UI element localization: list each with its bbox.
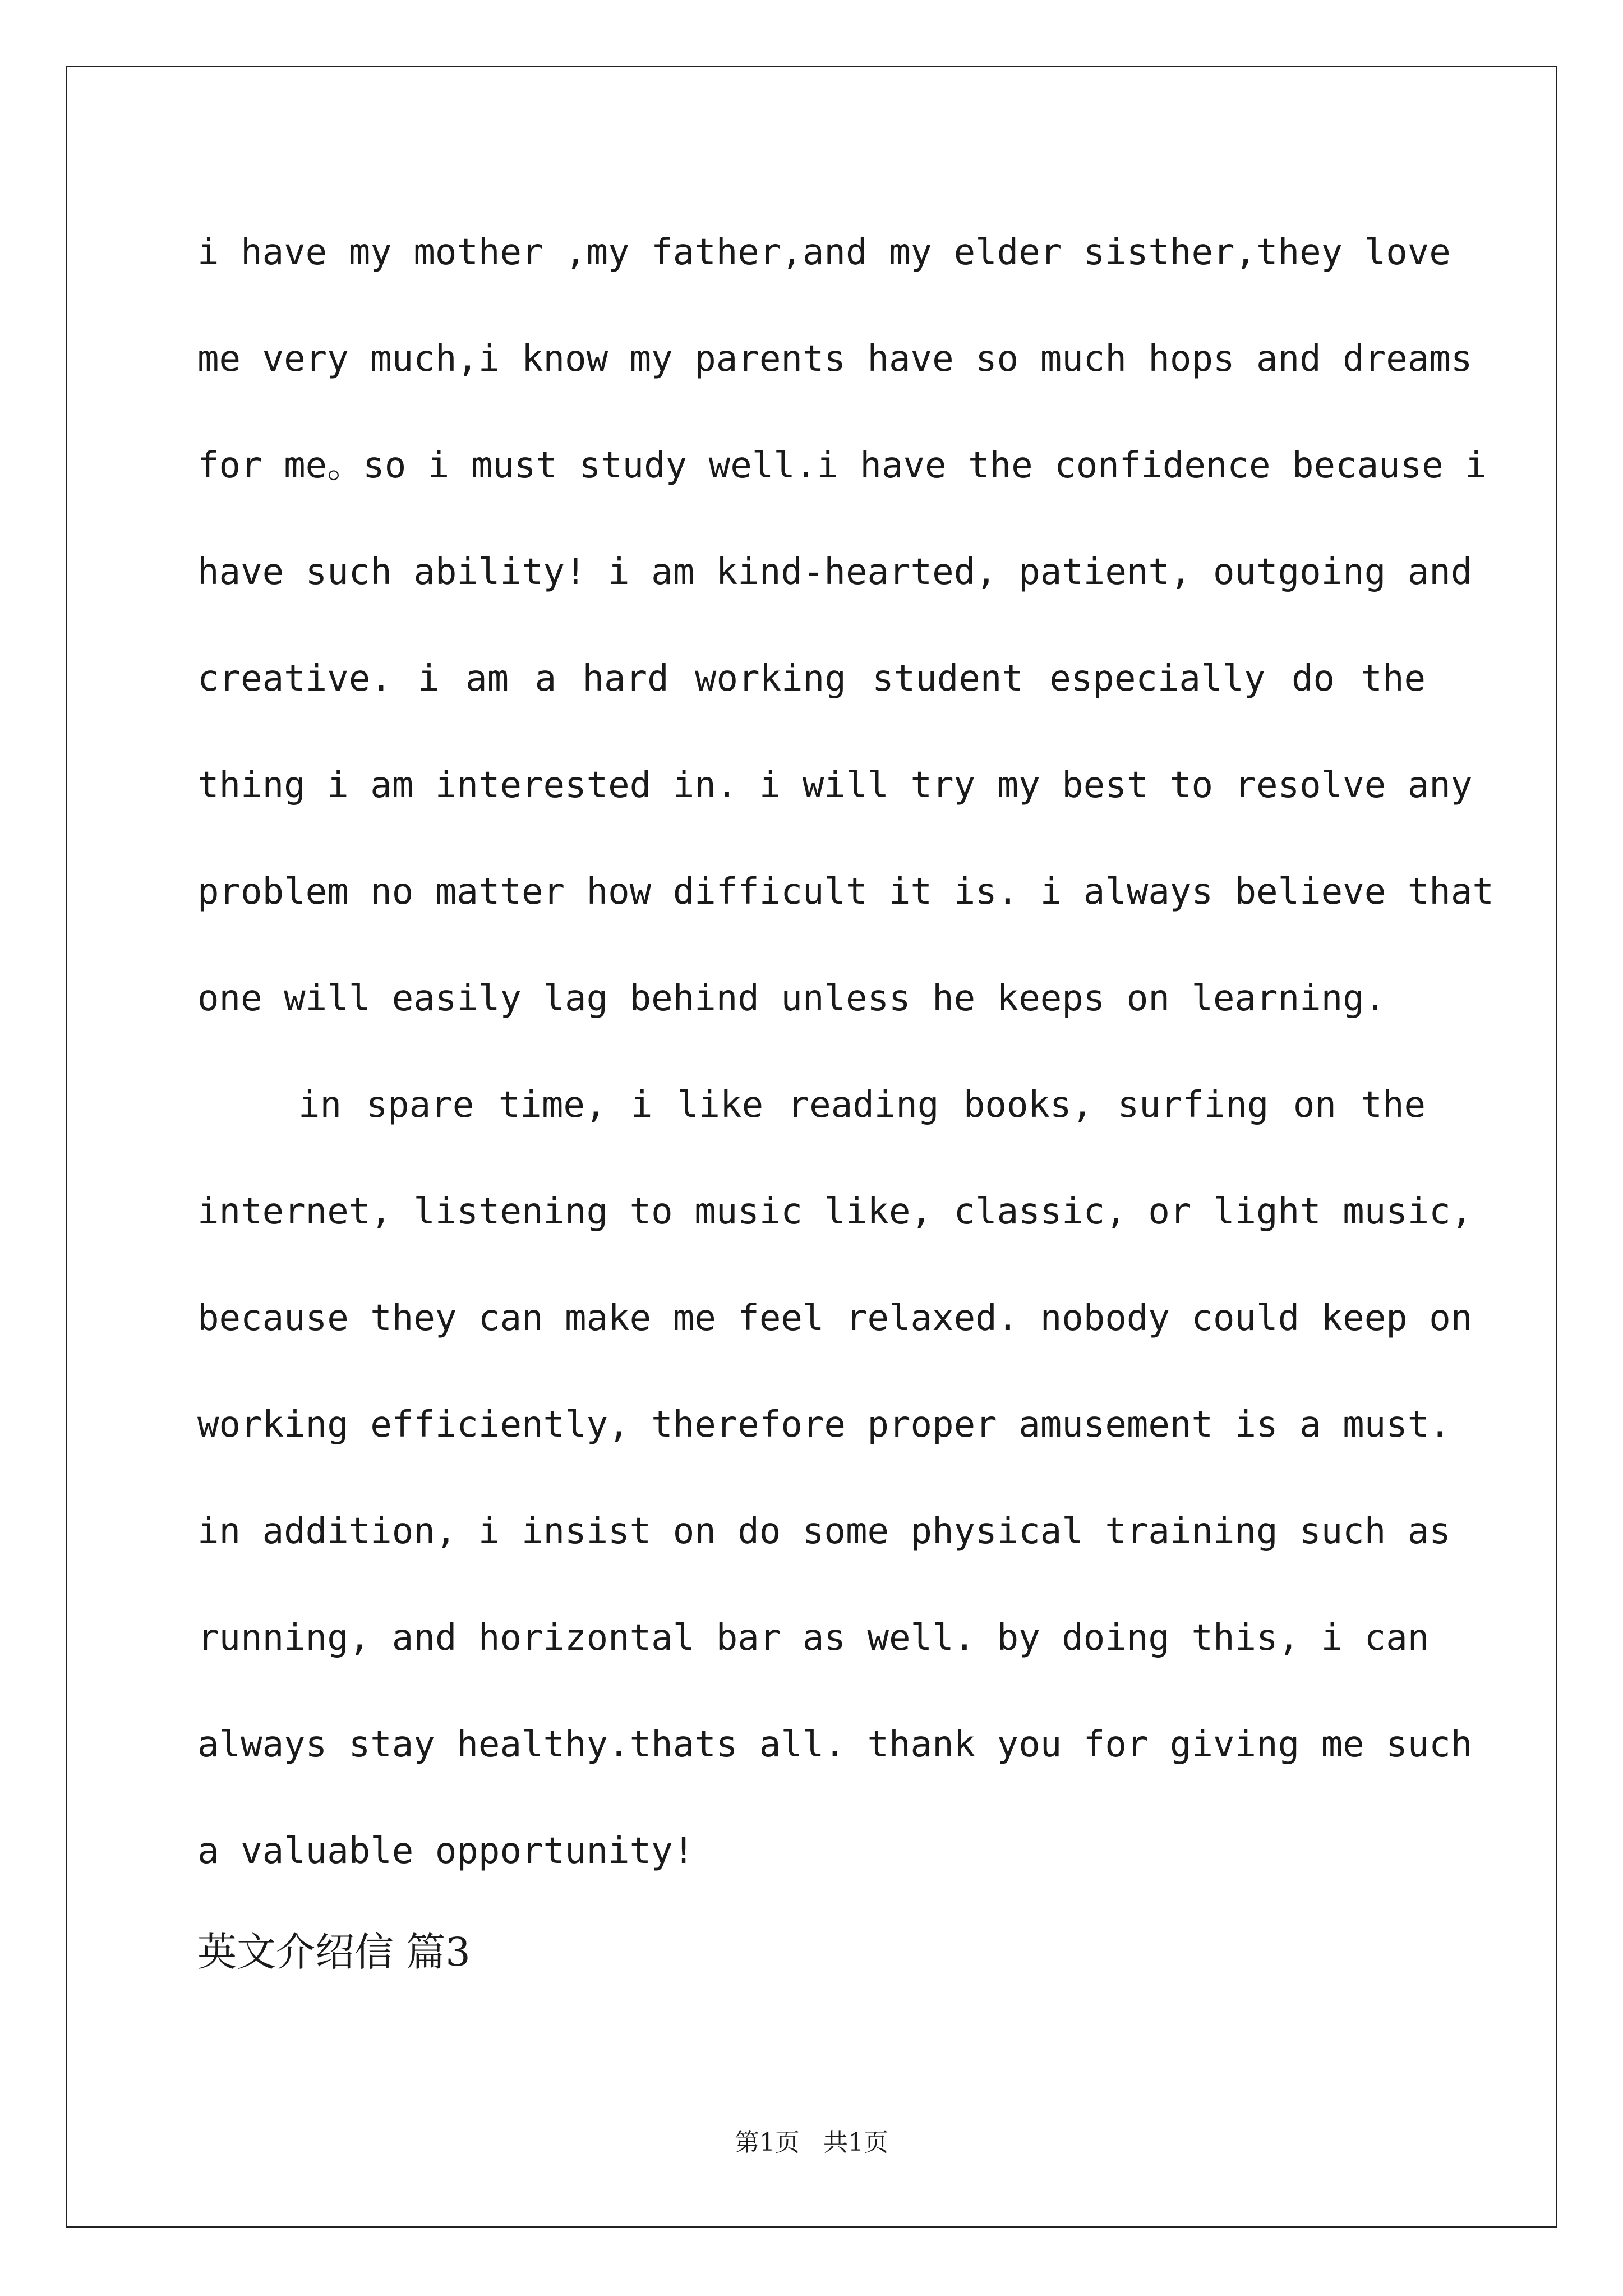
paragraph-line: problem no matter how difficult it is. i always believe that <box>197 871 1494 913</box>
page-number-footer: 第1页 共1页 <box>735 2128 888 2157</box>
page-border <box>66 66 1557 2228</box>
paragraph-line: for me。so i must study well.i have the confidence because i <box>197 445 1487 486</box>
paragraph-line: working efficiently, therefore proper amusement is a must. <box>197 1404 1451 1446</box>
paragraph-line: a valuable opportunity! <box>197 1830 695 1872</box>
paragraph-line: i have my mother ,my father,and my elder sisther,they love <box>197 232 1451 273</box>
paragraph-line: creative. i am a hard working student especially do the <box>197 658 1426 700</box>
paragraph-line: me very much,i know my parents have so much hops and dreams <box>197 338 1473 380</box>
paragraph-line: one will easily lag behind unless he keeps on learning. <box>197 978 1386 1019</box>
paragraph-line: because they can make me feel relaxed. nobody could keep on <box>197 1297 1473 1339</box>
paragraph-line: always stay healthy.thats all. thank you for giving me such <box>197 1724 1473 1765</box>
paragraph-line: in addition, i insist on do some physical training such as <box>197 1511 1451 1552</box>
paragraph-line: thing i am interested in. i will try my best to resolve any <box>197 765 1473 806</box>
paragraph-line: running, and horizontal bar as well. by doing this, i can <box>197 1617 1430 1659</box>
paragraph-line: internet, listening to music like, classic, or light music, <box>197 1191 1473 1232</box>
section-heading: 英文介绍信 篇3 <box>197 1929 471 1975</box>
paragraph-line: in spare time, i like reading books, surfing on the <box>298 1084 1426 1126</box>
paragraph-line: have such ability! i am kind-hearted, patient, outgoing and <box>197 551 1473 593</box>
